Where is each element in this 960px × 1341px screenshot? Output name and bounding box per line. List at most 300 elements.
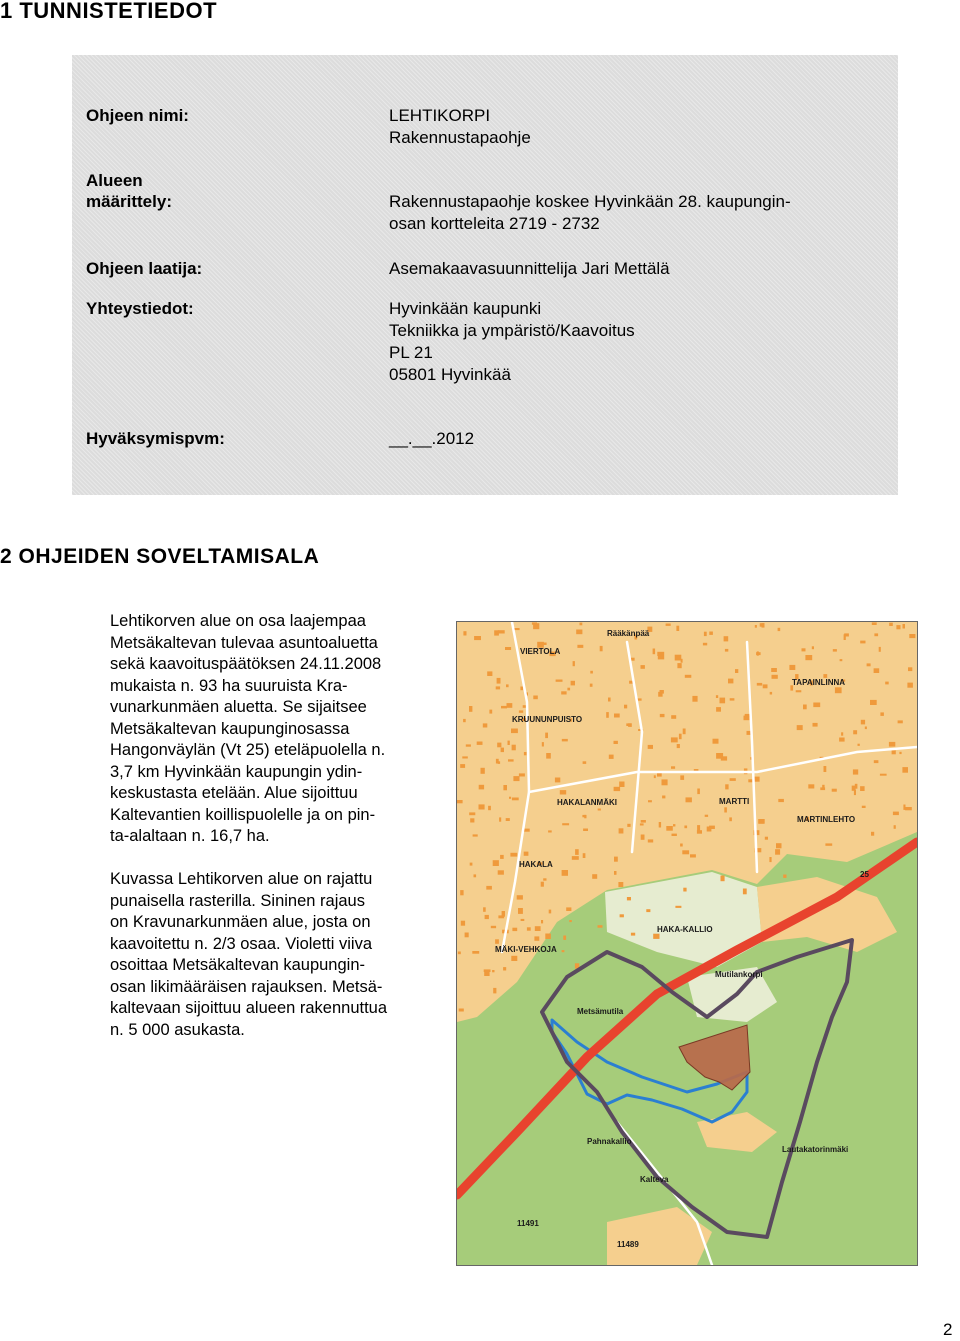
map-label: Pahnakallio [587, 1137, 632, 1146]
map-building [680, 844, 683, 847]
map-building [840, 659, 843, 661]
map-label: MÄKI-VEHKOJA [495, 945, 557, 954]
map-building [662, 796, 665, 799]
map-building [492, 970, 494, 972]
map-building [666, 826, 673, 831]
map-label: Lautakatorinmäki [782, 1145, 849, 1154]
map-building [624, 705, 627, 709]
map-building [609, 755, 614, 759]
text-line: osan likimääräisen rajauksen. Metsä- [110, 977, 383, 996]
map-building [824, 766, 827, 772]
map-building [835, 687, 842, 693]
map-building [496, 759, 499, 764]
map-building [772, 675, 778, 679]
map-building [673, 824, 675, 826]
map-building [730, 778, 736, 781]
map-building [618, 882, 623, 887]
map-building [662, 779, 668, 785]
map-building [491, 926, 496, 928]
map-building [747, 731, 751, 735]
map-building [775, 849, 780, 855]
map-building [563, 936, 566, 940]
map-building [862, 806, 866, 808]
map-building [484, 969, 491, 972]
map-label: MARTINLEHTO [797, 815, 856, 824]
map-building [641, 835, 645, 840]
map-building [463, 719, 466, 722]
map-building [769, 857, 771, 862]
map-building [479, 785, 484, 790]
map-building [512, 928, 517, 931]
map-building [479, 804, 485, 809]
map-building [905, 807, 912, 810]
map-building [776, 843, 782, 848]
map-building [560, 790, 566, 794]
area-line-1: Rakennustapaohje koskee Hyvinkään 28. kaupungin- [389, 192, 791, 211]
map-building [582, 815, 586, 817]
map-building [671, 737, 678, 742]
map-building [680, 775, 684, 780]
map-building [590, 671, 593, 674]
map-building [677, 663, 681, 668]
map-building [503, 967, 506, 970]
map-building [614, 714, 620, 718]
map-building [757, 651, 759, 655]
map-building [562, 870, 568, 876]
map-building [562, 823, 569, 825]
map-building [666, 624, 671, 626]
map-building [783, 875, 786, 878]
identification-box [72, 55, 898, 495]
map-building [614, 857, 618, 862]
author-value: Asemakaavasuunnittelija Jari Mettälä [389, 259, 670, 278]
map-building [524, 752, 527, 755]
map-building [508, 741, 510, 745]
map-building [896, 625, 900, 629]
map-building [641, 665, 645, 669]
approval-date-value: __.__.2012 [389, 429, 475, 448]
map-building [757, 683, 762, 686]
map-building [796, 690, 802, 692]
map-building [619, 828, 624, 833]
contact-line-1: Hyvinkään kaupunki [389, 299, 542, 318]
text-line: Metsäkaltevan tulevaa asuntoaluetta [110, 633, 378, 652]
map-building [508, 759, 514, 761]
map-building [716, 753, 723, 759]
text-line: Lehtikorven alue on osa laajempaa [110, 612, 366, 630]
map-building [716, 695, 718, 698]
map-building [755, 625, 757, 628]
section-2-heading: 2 OHJEIDEN SOVELTAMISALA [0, 545, 320, 568]
map-building [573, 661, 575, 666]
map-building [521, 919, 525, 921]
map-building [461, 921, 465, 926]
map-building [509, 797, 511, 799]
map-building [498, 915, 504, 918]
map-building [614, 871, 617, 875]
scope-paragraph-2 [110, 869, 432, 1041]
map-building [620, 914, 624, 917]
map-building [671, 766, 675, 769]
map-building [899, 752, 901, 754]
map-building [495, 939, 499, 944]
text-line: Metsäkaltevan kaupunginosassa [110, 719, 350, 738]
map-building [497, 743, 501, 748]
map-building [854, 790, 856, 795]
guide-name-label: Ohjeen nimi: [86, 106, 189, 125]
map-building [517, 895, 523, 899]
map-label: Mutilankorpi [715, 970, 763, 979]
map-building [735, 669, 738, 673]
map-building [697, 789, 700, 795]
text-line: kaltevaan sijoittuu alueen rakennuttua [110, 999, 388, 1017]
map-building [499, 817, 501, 821]
map-building [493, 988, 496, 994]
map-building [518, 908, 523, 914]
map-building [880, 774, 887, 776]
map-building [648, 745, 653, 749]
map-label: HAKALA [519, 860, 553, 869]
map-label: 25 [860, 870, 869, 879]
map-building [545, 934, 551, 940]
text-line: n. 5 000 asukasta. [110, 1020, 245, 1039]
map-building [679, 734, 682, 740]
map-building [721, 876, 725, 882]
map-building [466, 744, 471, 746]
map-building [729, 817, 732, 821]
map-building [659, 822, 661, 828]
map-building [608, 698, 611, 702]
map-building [583, 853, 586, 858]
map-building [598, 925, 603, 928]
map-building [512, 745, 516, 751]
contact-line-3: PL 21 [389, 343, 433, 362]
map-building [867, 663, 871, 666]
map-building [561, 691, 566, 694]
map-building [571, 681, 575, 686]
map-building [562, 739, 568, 742]
map-building [770, 692, 772, 695]
map-building [556, 680, 563, 682]
map-building [541, 882, 544, 887]
map-building [832, 789, 837, 792]
map-building [855, 784, 858, 789]
map-building [771, 668, 777, 672]
map-building [902, 767, 908, 773]
map-building [555, 778, 560, 783]
map-building [682, 850, 689, 854]
map-building [730, 698, 735, 700]
map-building [460, 764, 465, 768]
map-building [870, 700, 877, 705]
map-building [802, 648, 806, 651]
map-building [760, 623, 764, 627]
map-building [844, 634, 846, 640]
contact-label: Yhteystiedot: [86, 299, 194, 318]
map-building [519, 773, 525, 776]
map-building [533, 623, 539, 629]
map-building [493, 860, 499, 866]
map-building [513, 776, 519, 781]
map-building [860, 641, 865, 644]
map-building [909, 634, 915, 638]
map-building [861, 720, 865, 725]
map-building [697, 825, 700, 831]
area-label-line-1: Alueen [86, 171, 143, 190]
map-building [808, 784, 814, 788]
map-building [646, 909, 650, 912]
text-line: ta-alaltaan n. 16,7 ha. [110, 827, 270, 845]
map-building [638, 698, 642, 700]
map-building [724, 636, 729, 641]
map-building [580, 623, 583, 626]
map-building [481, 768, 485, 774]
map-building [575, 849, 579, 855]
map-building [576, 630, 582, 635]
map-building [703, 643, 707, 646]
approval-date-label: Hyväksymispvm: [86, 429, 225, 448]
map-building [486, 886, 492, 890]
map-building [648, 839, 653, 842]
map-building [759, 821, 764, 824]
map-building [470, 818, 474, 822]
map-building [459, 1009, 464, 1012]
map-building [894, 825, 896, 829]
map-building [463, 631, 466, 635]
map-building [472, 951, 479, 954]
map-building [725, 649, 728, 652]
map-building [683, 888, 686, 892]
map-building [583, 829, 588, 832]
text-line: Kaltevantien koillispuolelle ja on pin- [110, 805, 376, 824]
map-building [720, 698, 726, 704]
map-building [658, 692, 662, 697]
map-building [562, 950, 565, 952]
text-line: on Kravunarkunmäen alue, josta on [110, 913, 371, 931]
map-building [853, 730, 857, 734]
contact-line-4: 05801 Hyvinkää [389, 365, 511, 384]
map-building [880, 712, 884, 716]
map-building [506, 818, 510, 821]
map-building [606, 712, 609, 718]
map-building [469, 706, 472, 712]
map-building [822, 785, 824, 788]
map-building [527, 927, 531, 930]
map-building [548, 830, 552, 832]
map-building [488, 806, 491, 810]
map-building [898, 720, 903, 723]
map-building [498, 630, 505, 633]
map-label: TAPAINLINNA [792, 678, 846, 687]
map-building [853, 769, 858, 774]
map-building [583, 761, 587, 764]
map-label: Rääkänpää [607, 629, 650, 638]
map-building [505, 647, 511, 650]
text-line: Hangonväylän (Vt 25) eteläpuolella n. [110, 741, 386, 759]
map-building [511, 956, 517, 961]
map-building [885, 682, 889, 685]
map-building [566, 907, 571, 911]
map-building [631, 933, 635, 936]
map-building [684, 826, 687, 829]
map-building [457, 800, 463, 803]
map-building [709, 632, 713, 635]
map-building [653, 649, 656, 655]
map-building [549, 910, 552, 914]
text-line: Kuvassa Lehtikorven alue on rajattu [110, 870, 373, 888]
map-building [590, 684, 593, 687]
map-building [765, 837, 768, 840]
map-building [690, 854, 696, 857]
map-building [705, 815, 708, 817]
map-building [519, 710, 523, 712]
map-building [839, 738, 845, 742]
map-building [501, 706, 507, 709]
map-building [797, 725, 803, 730]
scope-paragraph-1 [110, 611, 432, 848]
text-line: punaisella rasterilla. Sininen rajaus [110, 891, 365, 910]
map-building [778, 628, 781, 631]
map-building [813, 723, 818, 727]
map-building [474, 636, 481, 640]
map-building [577, 645, 583, 648]
area-label-line-2: määrittely: [86, 192, 172, 211]
map-building [858, 744, 860, 746]
map-building [483, 723, 488, 727]
map-building [489, 710, 492, 714]
map-label: Metsämutila [577, 1007, 624, 1016]
page-number: 2 [943, 1320, 953, 1339]
contact-line-2: Tekniikka ja ympäristö/Kaavoitus [389, 321, 635, 340]
map-building [592, 874, 597, 879]
map-label: 11491 [517, 1219, 539, 1228]
map-building [543, 878, 546, 880]
map-label: VIERTOLA [520, 647, 561, 656]
map-building [812, 646, 814, 649]
map-building [640, 823, 644, 825]
map-building [716, 707, 721, 712]
map-building [465, 933, 469, 938]
map-building [874, 760, 879, 763]
text-line: keskustasta etelään. Alue sijoittuu [110, 784, 358, 802]
map-building [871, 832, 874, 836]
map-building [879, 647, 881, 652]
map-building [545, 733, 548, 739]
map-building [598, 809, 601, 811]
map-building [692, 696, 697, 702]
map-building [874, 668, 880, 673]
map-building [628, 723, 632, 727]
map-building [825, 843, 832, 845]
map-building [470, 863, 473, 866]
map-building [841, 732, 843, 735]
map-label: HAKA-KALLIO [657, 925, 713, 934]
map-building [686, 797, 692, 802]
map-building [503, 785, 507, 790]
map-building [653, 934, 659, 939]
map-building [460, 890, 463, 895]
map-building [534, 936, 539, 940]
map-building [675, 906, 681, 908]
map-building [511, 729, 518, 734]
map-building [458, 952, 461, 955]
map-building [743, 889, 747, 895]
map-building [569, 920, 572, 922]
area-line-2: osan kortteleita 2719 - 2732 [389, 214, 600, 233]
map-building [805, 655, 812, 660]
map-label: HAKALANMÄKI [557, 798, 617, 807]
map-building [572, 856, 579, 860]
map-building [660, 714, 665, 717]
text-line: 3,7 km Hyvinkään kaupungin ydin- [110, 762, 363, 781]
map-building [763, 684, 768, 688]
map-building [683, 729, 686, 735]
map-building [707, 827, 712, 832]
location-map [456, 621, 918, 1266]
map-building [820, 787, 825, 790]
map-building [657, 652, 664, 656]
map-building [648, 800, 652, 802]
map-building [498, 870, 504, 874]
map-building [487, 671, 492, 676]
map-building [512, 798, 519, 801]
map-building [889, 623, 893, 626]
map-building [477, 742, 483, 745]
map-building [803, 705, 807, 710]
map-building [704, 632, 707, 636]
map-building [860, 786, 865, 791]
map-building [496, 686, 500, 689]
map-building [833, 649, 837, 652]
text-line: osoittaa Metsäkaltevan kaupungin- [110, 956, 365, 974]
map-building [872, 622, 877, 625]
map-building [874, 633, 878, 636]
map-building [908, 667, 912, 671]
map-building [627, 897, 631, 900]
map-building [510, 853, 517, 857]
map-label: MARTTI [719, 797, 750, 806]
map-building [676, 626, 679, 631]
map-building [462, 756, 468, 758]
map-building [724, 807, 727, 812]
map-building [533, 696, 538, 700]
map-building [614, 787, 621, 791]
map-building [892, 750, 896, 754]
guide-name-line-1: LEHTIKORPI [389, 106, 491, 125]
author-label: Ohjeen laatija: [86, 259, 203, 278]
section-1-heading: 1 TUNNISTETIEDOT [0, 0, 218, 23]
map-building [903, 624, 906, 629]
map-label: KRUUNUNPUISTO [512, 715, 583, 724]
text-line: mukaista n. 93 ha suuruista Kra- [110, 676, 348, 695]
map-building [685, 675, 692, 678]
map-building [813, 703, 820, 708]
map-building [907, 683, 913, 688]
map-building [500, 855, 504, 859]
map-building [507, 703, 513, 708]
map-building [654, 775, 656, 778]
map-building [614, 741, 618, 744]
map-building [658, 656, 664, 659]
map-building [672, 834, 677, 836]
map-building [567, 688, 570, 691]
map-building [677, 744, 680, 748]
map-building [546, 753, 551, 759]
map-building [725, 784, 728, 789]
map-building [497, 678, 501, 684]
map-building [789, 665, 795, 670]
map-building [893, 812, 899, 816]
